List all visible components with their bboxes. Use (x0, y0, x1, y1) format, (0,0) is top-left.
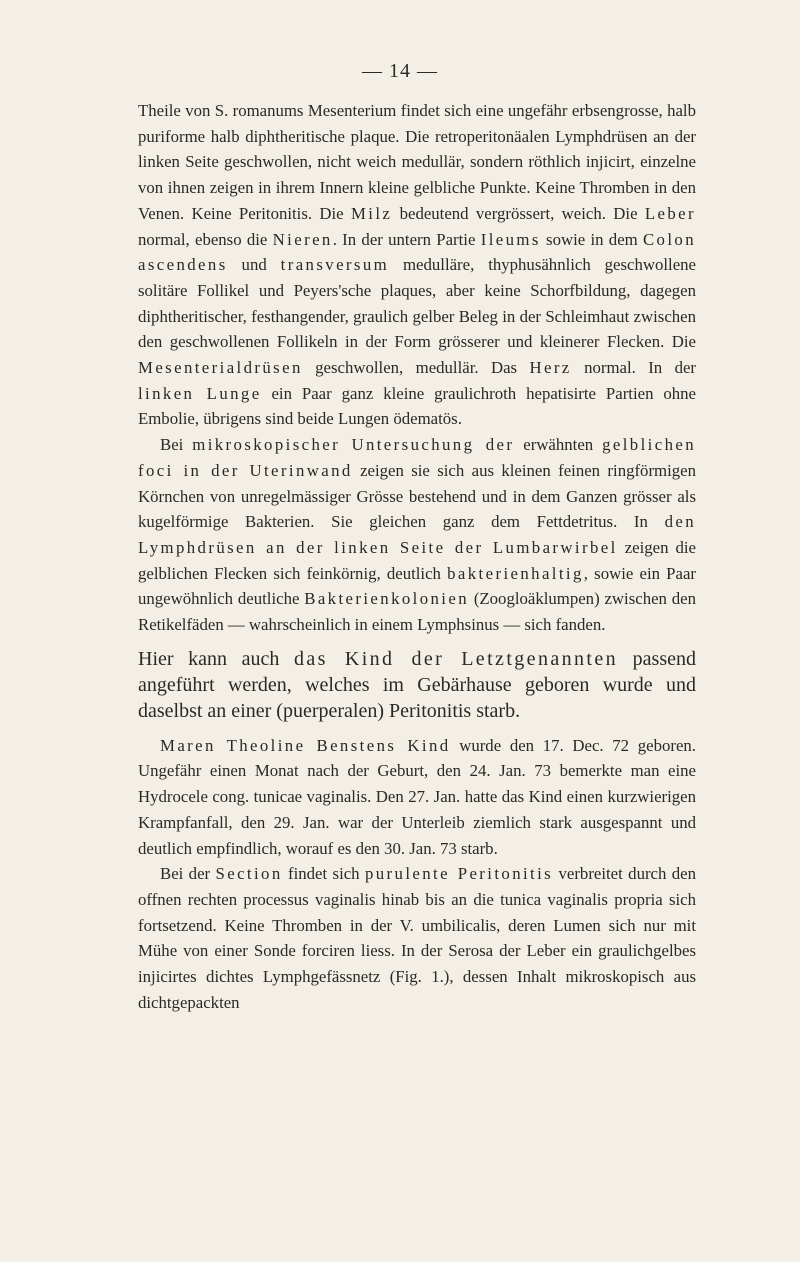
spaced-term: mikroskopischer Untersuchung der (192, 435, 515, 455)
text-run: medulläre, thyphusähnlich geschwollene solitäre Follikel und Peyers'sche plaques, aber keine Schorfbildung, dagegen diphtheritischer, festhangender, graulich gelber Beleg in der Schleimhaut zwischen den geschwollenen Follikeln in der Form grösserer und kleinerer Flecken. Die (138, 255, 696, 352)
paragraph-microscopic-findings (138, 432, 696, 638)
text-run: normal, ebenso die (138, 229, 273, 249)
text-run: sowie in dem (540, 229, 643, 249)
text-run: passend angeführt werden, welches im Gebärhause geboren wurde und daselbst an einer (puerperalen) Peritonitis starb. (138, 647, 696, 722)
text-run: wurde den 17. Dec. 72 geboren. Ungefähr einen Monat nach der Geburt, den 24. Jan. 73 bemerkte man eine Hydrocele cong. tunicae vaginalis. Den 27. Jan. hatte das Kind einen kurzwierigen Krampfanfall, den 29. Jan. war der Unterleib ziemlich stark ausgespannt und deutlich empfindlich, worauf es den 30. Jan. 73 starb. (138, 735, 696, 858)
spaced-term: Maren Theoline Benstens Kind (160, 735, 451, 755)
text-run: Bei (160, 435, 193, 455)
page-number: — 14 — (362, 60, 438, 82)
paragraph-case-history (138, 733, 696, 862)
text-run: (Zoogloäklumpen) zwischen den Retikelfäden — wahrscheinlich in einem Lymphsinus — sich fanden. (138, 589, 696, 635)
spaced-term: Mesenterialdrüsen (138, 358, 303, 378)
text-run: Bei der (160, 864, 216, 884)
text-run: normal. In der (571, 358, 696, 378)
spaced-term: Herz (529, 358, 572, 378)
spaced-term: transversum (280, 255, 390, 275)
spaced-term: Nieren (272, 229, 333, 249)
text-run: zeigen sie sich aus kleinen feinen ringförmigen Körnchen von unregelmässiger Grösse bestehend und in dem Ganzen grösser als kugelförmige Bakterien. Sie gleichen ganz dem Fettdetritus. In (138, 460, 696, 532)
spaced-term: purulente Peritonitis (364, 864, 554, 884)
text-run: zeigen die gelblichen Flecken sich feinkörnig, deutlich (138, 537, 696, 583)
spaced-term: Section (215, 864, 283, 884)
paragraph-autopsy-findings (138, 98, 696, 432)
spaced-term: Colon ascendens (138, 229, 696, 275)
paragraph-section-findings (138, 861, 696, 1015)
spaced-term: gelblichen foci in der Uterinwand (138, 435, 697, 480)
spaced-term: Bakterienkolonien (304, 589, 469, 609)
text-run: und (227, 255, 281, 275)
text-run: geschwollen, medullär. Das (302, 358, 530, 378)
text-run: , sowie ein Paar ungewöhnlich deutliche (138, 563, 696, 609)
section-heading (138, 646, 696, 724)
spaced-term: das Kind der Letztgenannten (293, 647, 619, 670)
spaced-term: linken Lunge (138, 383, 262, 403)
spaced-term: den Lymphdrüsen an der linken Seite der Lumbarwirbel (138, 512, 696, 557)
text-run: . In der untern Partie (332, 229, 481, 249)
text-run: Theile von S. romanums Mesenterium findet sich eine ungefähr erbsengrosse, halb puriforme halb diphtheritische plaque. Die retroperitonäalen Lymphdrüsen an der linken Seite geschwollen, nicht weich medullär, sondern röthlich injicirt, einzelne von ihnen zeigen in ihrem Innern kleine gelbliche Punkte. Keine Thromben in den Venen. Keine Peritonitis. Die (138, 101, 696, 223)
text-run: Hier kann auch (138, 647, 294, 670)
text-run: verbreitet durch den offnen rechten processus vaginalis hinab bis an die tunica vaginalis propria sich fortsetzend. Keine Thromben in der V. umbilicalis, deren Lumen sich nur mit Mühe von einer Sonde forciren liess. In der Serosa der Leber ein graulichgelbes injicirtes dichtes Lymphgefässnetz (Fig. 1.), dessen Inhalt mikroskopisch aus dichtgepackten (138, 864, 696, 1012)
body-text (138, 98, 696, 1016)
spaced-term: bakterienhaltig (447, 563, 584, 583)
text-run: bedeutend vergrössert, weich. Die (392, 203, 645, 223)
spaced-term: Ileums (480, 229, 541, 249)
spaced-term: Milz (350, 203, 393, 223)
text-run: findet sich (282, 864, 365, 884)
spaced-term: Leber (644, 203, 696, 223)
text-run: ein Paar ganz kleine graulichroth hepatisirte Partien ohne Embolie, übrigens sind beide Lungen ödematös. (138, 383, 697, 429)
text-run: erwähnten (514, 435, 603, 455)
